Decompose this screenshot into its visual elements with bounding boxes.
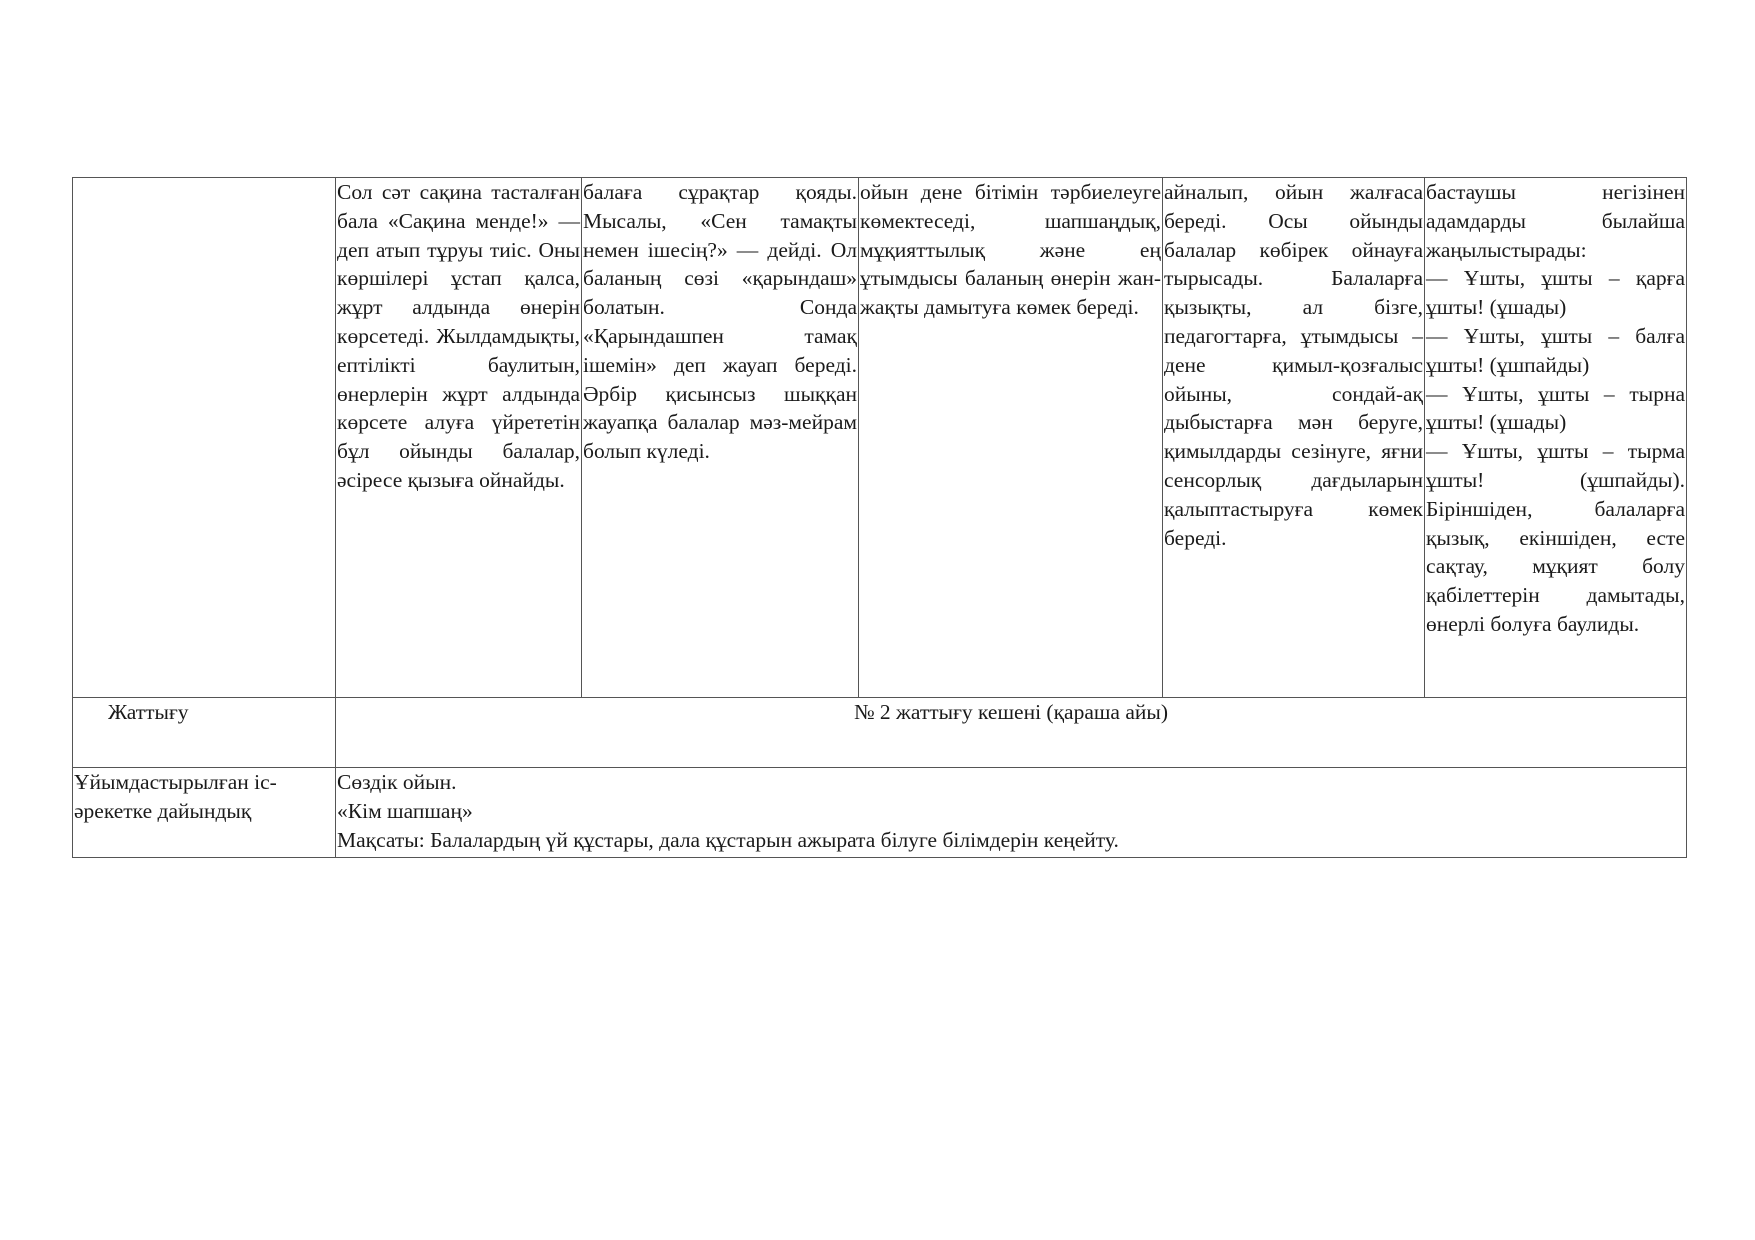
- table-row: [73, 768, 1687, 858]
- activity-line: Сөздік ойын.: [337, 770, 457, 794]
- table-row: [73, 698, 1687, 768]
- game-text-line: — Ұшты, ұшты – тырма ұшты! (ұшпайды). Біріншіден, балаларға қызық, екіншіден, есте сақтау, мұқият болу қабілеттерін дамытады, өнерлі болуға баулиды.: [1426, 439, 1685, 636]
- game-description-cell: ойын дене бітімін тәрбиелеуге көмектеседі, шапшаңдық, мұқияттылық және ең ұтымдысы баланың өнерін жан-жақты дамытуға көмек береді.: [859, 178, 1163, 698]
- row-label: Жаттығу: [73, 698, 336, 768]
- game-description-cell: айналып, ойын жалғаса береді. Осы ойынды балалар көбірек ойнауға тырысады. Балаларға қызықты, ал бізге, педагогтарға, ұтымдысы – дене қимыл-қозғалыс ойыны, сондай-ақ дыбыстарға мән беруге, қимылдарды сезінуге, яғни сенсорлық дағдыларын қалыптастыруға көмек береді.: [1163, 178, 1425, 698]
- table-row: [73, 178, 1687, 698]
- exercise-content: № 2 жаттығу кешені (қараша айы): [336, 698, 1687, 768]
- game-text-intro: бастаушы негізінен адамдарды былайша жаңылыстырады:: [1426, 180, 1685, 262]
- game-text-line: — Ұшты, ұшты – балға ұшты! (ұшпайды): [1426, 323, 1685, 377]
- activity-line: «Кім шапшаң»: [337, 798, 473, 823]
- game-text-line: — Ұшты, ұшты – тырна ұшты! (ұшады): [1426, 381, 1685, 435]
- row-label-cell-empty: [73, 178, 336, 698]
- activity-content: [336, 768, 1687, 858]
- row-label: Ұйымдастырылған іс-әрекетке дайындық: [73, 768, 336, 858]
- game-description-cell: [1425, 178, 1687, 698]
- game-description-cell: Сол сәт сақина тасталған бала «Сақина менде!» — деп атып тұруы тиіс. Оны көршілері ұстап қалса, жұрт алдында өнерін көрсетеді. Жылдамдықты, ептілікті баулитын, өнерлерін жұрт алдында көрсете алуға үйрететін бұл ойынды балалар, әсіресе қызыға ойнайды.: [336, 178, 582, 698]
- activity-line: Мақсаты: Балалардың үй құстары, дала құстарын ажырата білуге білімдерін кеңейту.: [337, 827, 1119, 852]
- game-description-cell: балаға сұрақтар қояды. Мысалы, «Сен тамақты немен ішесің?» — дейді. Ол баланың сөзі «қарындаш» болатын. Сонда «Қарындашпен тамақ ішемін» деп жауап береді. Әрбір қисынсыз шыққан жауапқа балалар мәз-мейрам болып күледі.: [582, 178, 859, 698]
- plan-table: [72, 177, 1687, 858]
- game-text-line: — Ұшты, ұшты – қарға ұшты! (ұшады): [1426, 266, 1685, 320]
